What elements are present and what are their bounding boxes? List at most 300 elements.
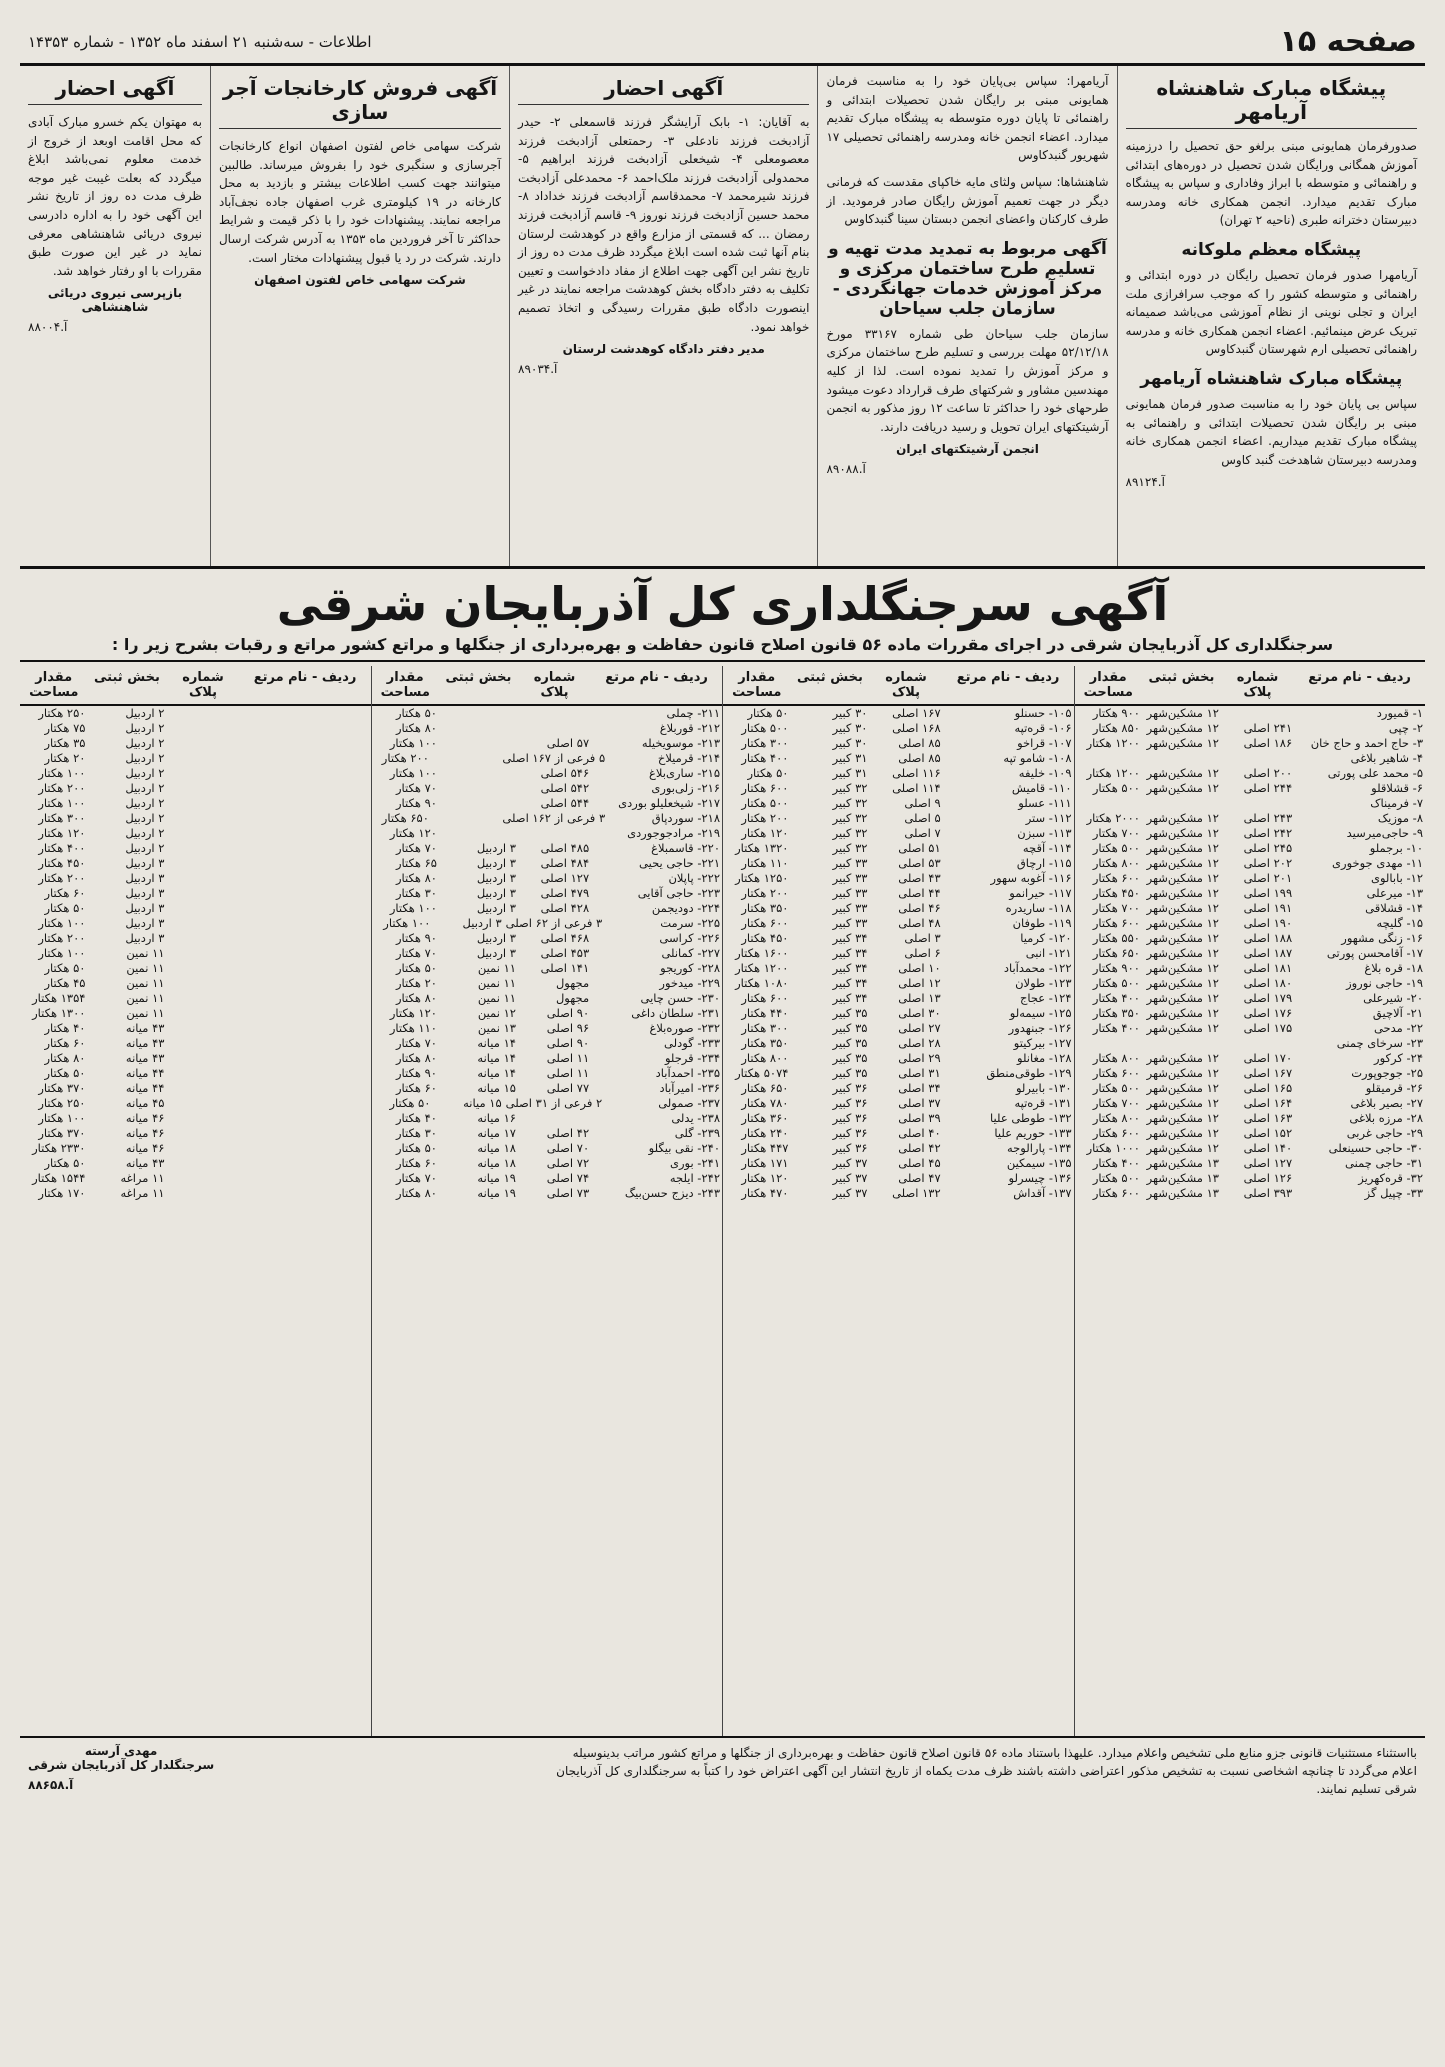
table-cell: ۱۵۴۴ هکتار	[32, 1171, 86, 1185]
table-cell: ۱۲ مشکین‌شهر	[1146, 886, 1219, 900]
table-row	[372, 1081, 723, 1096]
table-cell: ۳ اردبیل	[476, 871, 516, 885]
table-row	[20, 796, 371, 811]
table-cell	[166, 751, 239, 766]
table-cell: ۱۰۰۰ هکتار	[1086, 1141, 1140, 1155]
table-cell: ۳۴ کبیر	[832, 931, 868, 945]
table-row	[723, 1171, 1074, 1186]
table-row	[723, 961, 1074, 976]
table-row	[723, 1141, 1074, 1156]
table-cell: ۳۳ کبیر	[832, 916, 868, 930]
table-cell: ۵۰۰ هکتار	[1092, 976, 1140, 990]
table-cell: ۱۲۳- طولان	[1015, 976, 1072, 990]
table-cell: ۱۲ نمین	[477, 1006, 516, 1020]
table-cell: ۶ اصلی	[904, 946, 941, 960]
table-row	[372, 721, 723, 736]
table-cell: ۳۶ کبیر	[832, 1111, 868, 1125]
table-row	[372, 991, 723, 1006]
table-cell	[166, 946, 239, 961]
table-row	[20, 1066, 371, 1081]
table-cell: ۵ اصلی	[904, 811, 941, 825]
table-row	[372, 751, 723, 766]
table-cell	[166, 931, 239, 946]
table-cell: ۲۸ اصلی	[898, 1036, 941, 1050]
table-cell: ۵۰ هکتار	[747, 706, 789, 720]
table-cell: ۱۷۹ اصلی	[1243, 991, 1293, 1005]
table-row	[20, 991, 371, 1006]
table-cell: ۶۵ هکتار	[395, 856, 437, 870]
table-cell: ۱۲۰ هکتار	[389, 1006, 437, 1020]
table-cell: ۱۱ نمین	[477, 961, 516, 975]
table-cell: ۴۵ میانه	[125, 1096, 165, 1110]
table-cell: ۶- قشلاقلو	[1371, 781, 1423, 795]
table-cell: ۱۲۴- عجاج	[1019, 991, 1072, 1005]
table-cell: مجهول	[555, 991, 590, 1005]
table-cell: ۲۸- مرزه بلاغی	[1349, 1111, 1423, 1125]
table-cell	[166, 871, 239, 886]
table-cell: ۲ اردبیل	[125, 811, 165, 825]
table-row	[1075, 1051, 1426, 1066]
table-header	[1075, 666, 1426, 706]
table-cell: ۱۸۱ اصلی	[1243, 961, 1293, 975]
table-cell: ۴۳ اصلی	[898, 871, 941, 885]
table-row	[20, 1051, 371, 1066]
table-row	[1075, 946, 1426, 961]
table-row	[372, 1006, 723, 1021]
table-cell: ۱۹۰ اصلی	[1243, 916, 1293, 930]
table-cell	[166, 826, 239, 841]
table-cell: ۵۰ هکتار	[44, 1156, 86, 1170]
table-row	[1075, 1066, 1426, 1081]
table-row	[20, 1036, 371, 1051]
table-row	[723, 1006, 1074, 1021]
table-row	[1075, 976, 1426, 991]
table-cell: ۳ اردبیل	[125, 886, 165, 900]
table-cell: ۲۹ اصلی	[898, 1051, 941, 1065]
table-row	[20, 976, 371, 991]
table-cell: ۷۰۰ هکتار	[1092, 826, 1140, 840]
table-cell: ۱۳ مشکین‌شهر	[1146, 1171, 1219, 1185]
table-cell	[240, 1066, 371, 1081]
table-cell: ۶۰ هکتار	[44, 1036, 86, 1050]
table-cell: ۲۲۱- حاجی یحیی	[639, 856, 720, 870]
table-row	[20, 1126, 371, 1141]
table-cell: ۴۳ میانه	[125, 1156, 165, 1170]
table-row	[372, 706, 723, 721]
table-cell: ۲۱۱- چملی	[666, 706, 720, 720]
table-cell: ۴۴ میانه	[125, 1081, 165, 1095]
table-row	[20, 1021, 371, 1036]
table-cell: ۳۰ هکتار	[395, 1126, 437, 1140]
table-cell: ۸۰ هکتار	[395, 1051, 437, 1065]
table-cell: ۱۴ میانه	[477, 1036, 516, 1050]
table-rows	[372, 706, 723, 1736]
table-cell: ۵۰۰ هکتار	[1092, 1171, 1140, 1185]
table-cell: ۱۲ مشکین‌شهر	[1146, 946, 1219, 960]
table-cell: ۲ فرعی از ۳۱ اصلی	[505, 1096, 603, 1110]
table-cell: ۵۰ هکتار	[747, 766, 789, 780]
table-cell: ۶۰۰ هکتار	[1092, 1186, 1140, 1200]
table-cell: ۱۲۷- بیرکیتو	[1013, 1036, 1072, 1050]
table-cell: ۲۲۶- کراسی	[659, 931, 720, 945]
table-cell: ۱۱ نمین	[126, 976, 165, 990]
notice-title: آگهی احضار	[518, 76, 809, 105]
table-cell: ۱۴۱ اصلی	[540, 961, 590, 975]
table-cell: ۱۰۰ هکتار	[389, 736, 437, 750]
table-cell: ۱۵۲ اصلی	[1243, 1126, 1293, 1140]
table-cell: ۱۶۷ اصلی	[1243, 1066, 1293, 1080]
table-cell	[240, 1051, 371, 1066]
table-cell	[240, 736, 371, 751]
table-row	[723, 826, 1074, 841]
table-cell: ۲۰۰ هکتار	[38, 781, 86, 795]
table-cell: ۲۷- بصیر بلاغی	[1350, 1096, 1423, 1110]
table-header	[723, 666, 1074, 706]
table-rows	[1075, 706, 1426, 1736]
table-cell: ۲۱۶- زلی‌بوری	[651, 781, 720, 795]
table-cell: ۳۲- قره‌کهریز	[1358, 1171, 1423, 1185]
table-cell: ۴۰ اصلی	[898, 1126, 941, 1140]
table-cell: ۱۲ مشکین‌شهر	[1146, 811, 1219, 825]
table-cell: ۳۱ کبیر	[832, 751, 868, 765]
table-cell: ۱۳۲ اصلی	[892, 1186, 941, 1200]
table-cell: ۱۳ نمین	[477, 1021, 516, 1035]
table-cell	[1221, 1036, 1294, 1051]
table-cell: ۳ اردبیل	[125, 901, 165, 915]
table-cell: ۱۳- میرعلی	[1366, 886, 1423, 900]
table-cell: ۲۰- شیرعلی	[1363, 991, 1423, 1005]
table-cell	[439, 766, 518, 781]
table-cell: ۱۳۶- چیسرلو	[1008, 1171, 1072, 1185]
column-header: شماره پلاک	[533, 670, 576, 700]
column-header: ردیف - نام مرتع	[253, 670, 357, 685]
table-row	[723, 811, 1074, 826]
table-cell	[240, 811, 371, 826]
column-header: بخش ثبتی	[94, 670, 160, 685]
table-cell	[166, 796, 239, 811]
table-row	[20, 826, 371, 841]
table-cell: ۱۳۱- قره‌تپه	[1014, 1096, 1072, 1110]
table-cell: ۳۴ کبیر	[832, 946, 868, 960]
table-cell: ۳۶ کبیر	[832, 1141, 868, 1155]
column-header: مقدار مساحت	[732, 670, 782, 700]
table-cell: ۳ اردبیل	[476, 841, 516, 855]
table-cell: ۳۴ اصلی	[898, 1081, 941, 1095]
table-cell	[166, 1066, 239, 1081]
table-cell: ۹- حاجی‌میرسید	[1346, 826, 1423, 840]
table-cell: ۳۶ کبیر	[832, 1126, 868, 1140]
table-cell: ۳۰ کبیر	[832, 706, 868, 720]
table-cell: ۱۰۶- قره‌تپه	[1014, 721, 1072, 735]
table-cell: ۳۱ کبیر	[832, 766, 868, 780]
table-cell: ۷۴ اصلی	[546, 1171, 590, 1185]
table-cell: ۶۵۰ هکتار	[741, 1081, 789, 1095]
table-cell: ۷۰ هکتار	[395, 841, 437, 855]
table-cell: ۱۹۹ اصلی	[1243, 886, 1293, 900]
table-cell	[240, 886, 371, 901]
table-cell: ۱۲ مشکین‌شهر	[1146, 1141, 1219, 1155]
table-cell: ۵۰۰ هکتار	[741, 796, 789, 810]
table-cell: ۵۳ اصلی	[898, 856, 941, 870]
table-cell: ۳۱- حاجی چمنی	[1345, 1156, 1423, 1170]
table-row	[1075, 1081, 1426, 1096]
table-cell: ۳۰۰ هکتار	[38, 811, 86, 825]
table-cell	[240, 721, 371, 736]
table-cell: ۳ اردبیل	[125, 871, 165, 885]
column-header: مقدار مساحت	[380, 670, 430, 700]
table-row	[723, 1111, 1074, 1126]
table-cell: ۷۳ اصلی	[546, 1186, 590, 1200]
table-row	[372, 871, 723, 886]
table-cell: ۳۹۳ اصلی	[1243, 1186, 1293, 1200]
table-row	[1075, 706, 1426, 721]
column-header: مقدار مساحت	[1083, 670, 1133, 700]
table-cell: ۱۱۶ اصلی	[892, 766, 941, 780]
table-cell: ۲۱۹- مرادجوجوردی	[627, 826, 720, 840]
table-cell: ۴۴۷ هکتار	[741, 1141, 789, 1155]
table-cell: ۱۲ مشکین‌شهر	[1146, 826, 1219, 840]
table-cell: ۲۱۸- سوردپاق	[651, 811, 720, 825]
table-cell: ۲۳۳۰ هکتار	[32, 1141, 86, 1155]
table-row	[20, 781, 371, 796]
table-cell: ۲۰۱ اصلی	[1243, 871, 1293, 885]
table-cell: ۲ اردبیل	[125, 796, 165, 810]
table-cell: ۵۰ هکتار	[44, 901, 86, 915]
table-cell	[518, 826, 591, 841]
table-cell: ۱۸۰ اصلی	[1243, 976, 1293, 990]
table-row	[372, 1111, 723, 1126]
table-cell: ۱۳۵۴ هکتار	[32, 991, 86, 1005]
table-cell: ۴۸ اصلی	[898, 916, 941, 930]
table-cell: ۱۱۵- ارچاق	[1016, 856, 1072, 870]
table-row	[1075, 1111, 1426, 1126]
table-cell	[240, 991, 371, 1006]
table-row	[372, 766, 723, 781]
table-cell: ۱۲۷ اصلی	[1243, 1156, 1293, 1170]
table-row	[20, 1186, 371, 1201]
table-cell: ۱۲ مشکین‌شهر	[1146, 1021, 1219, 1035]
table-cell: ۸- موزیک	[1377, 811, 1423, 825]
table-cell: ۲۳۵- احمدآباد	[655, 1066, 720, 1080]
table-cell: ۱۱۲- ستر	[1025, 811, 1072, 825]
table-cell: ۲۳۸- یدلی	[671, 1111, 720, 1125]
table-cell: ۴۵۰ هکتار	[741, 931, 789, 945]
table-header	[372, 666, 723, 706]
table-cell: ۲۰ هکتار	[44, 751, 86, 765]
table-cell: ۱۰۰ هکتار	[38, 946, 86, 960]
table-rows	[723, 706, 1074, 1736]
table-cell: ۳ اردبیل	[125, 916, 165, 930]
table-cell	[439, 706, 518, 721]
table-cell	[166, 766, 239, 781]
table-row	[723, 931, 1074, 946]
table-cell: ۱۳۲۰ هکتار	[735, 841, 789, 855]
table-cell: ۱۹ میانه	[477, 1186, 516, 1200]
table-cell	[431, 751, 501, 766]
table-cell: ۱۰۸- شامو تپه	[1003, 751, 1072, 765]
notice-column-4	[210, 66, 509, 566]
table-row	[1075, 1096, 1426, 1111]
table-cell: ۱۰۵- حسنلو	[1014, 706, 1072, 720]
table-cell	[166, 886, 239, 901]
table-cell: ۶۰۰ هکتار	[1092, 1126, 1140, 1140]
signer-name: مهدی آرسته	[84, 1744, 158, 1758]
table-cell: ۲۳- سرخای چمنی	[1336, 1036, 1423, 1050]
table-cell: ۱۵ میانه	[463, 1096, 502, 1110]
table-cell: ۳ اردبیل	[476, 946, 516, 960]
table-cell: ۲ اردبیل	[125, 826, 165, 840]
table-cell: ۱۲۰ هکتار	[741, 826, 789, 840]
table-row	[372, 781, 723, 796]
table-cell: ۶۰ هکتار	[395, 1081, 437, 1095]
pasture-table	[20, 666, 1425, 1736]
table-row	[1075, 1006, 1426, 1021]
table-row	[20, 871, 371, 886]
table-cell: ۱۶۴ اصلی	[1243, 1096, 1293, 1110]
column-header: ردیف - نام مرتع	[1308, 670, 1411, 685]
newspaper-page	[20, 20, 1425, 2027]
table-cell: ۲۴۰- نقی بیگلو	[648, 1141, 720, 1155]
table-cell: ۳۷ کبیر	[832, 1171, 868, 1185]
table-cell: ۳۵ هکتار	[44, 736, 86, 750]
table-cell: ۱۲ مشکین‌شهر	[1146, 961, 1219, 975]
table-cell: ۱۰۰ هکتار	[38, 916, 86, 930]
table-cell	[240, 1006, 371, 1021]
table-cell: ۱۸ میانه	[477, 1156, 516, 1170]
table-row	[723, 751, 1074, 766]
table-cell	[166, 901, 239, 916]
table-cell: ۸۰۰ هکتار	[1092, 1051, 1140, 1065]
table-cell: ۳۷ کبیر	[832, 1186, 868, 1200]
table-cell: ۴۵ اصلی	[898, 1156, 941, 1170]
table-cell: ۱۲ مشکین‌شهر	[1146, 1096, 1219, 1110]
table-cell: ۵۰ هکتار	[44, 961, 86, 975]
table-cell: ۶۰۰ هکتار	[741, 991, 789, 1005]
table-cell	[240, 751, 371, 766]
table-cell: ۱۷۶ اصلی	[1243, 1006, 1293, 1020]
table-row	[20, 721, 371, 736]
table-cell: ۴۳ میانه	[125, 1051, 165, 1065]
table-row	[20, 961, 371, 976]
table-row	[1075, 811, 1426, 826]
table-cell: ۲۰۰ هکتار	[38, 871, 86, 885]
table-cell: ۵۰ هکتار	[44, 1066, 86, 1080]
table-row	[20, 766, 371, 781]
table-row	[723, 1066, 1074, 1081]
table-row	[723, 1036, 1074, 1051]
table-cell	[240, 946, 371, 961]
forest-notice-subtitle: سرجنگلداری کل آذربایجان شرقی در اجرای مقررات ماده ۵۶ قانون اصلاح قانون حفاظت و بهره‌برداری از جنگلها و مراتع کشور مراتع و رقبات بشرح زیر را :	[20, 635, 1425, 662]
table-cell: ۴۴ اصلی	[898, 886, 941, 900]
table-cell: ۴۷۰ هکتار	[741, 1186, 789, 1200]
table-cell: ۵۰ هکتار	[395, 961, 437, 975]
notice-column-5	[20, 66, 210, 566]
table-row	[372, 796, 723, 811]
table-cell	[166, 1006, 239, 1021]
table-cell: ۷۰ هکتار	[395, 1036, 437, 1050]
table-cell: ۶۵۰ هکتار	[1092, 946, 1140, 960]
table-cell: ۱۱ اصلی	[546, 1051, 590, 1065]
table-cell: ۱۸- قره بلاغ	[1364, 961, 1423, 975]
table-cell: ۱۸۷ اصلی	[1243, 946, 1293, 960]
column-header: بخش ثبتی	[1148, 670, 1215, 685]
column-header: بخش ثبتی	[445, 670, 512, 685]
table-row	[372, 901, 723, 916]
table-cell: ۱۸ میانه	[477, 1141, 516, 1155]
table-cell: ۵۴۲ اصلی	[540, 781, 590, 795]
table-cell: ۵۰۰ هکتار	[1092, 1081, 1140, 1095]
table-cell: ۷۰ هکتار	[395, 946, 437, 960]
notice-column-2	[817, 66, 1116, 566]
table-cell: ۱۵ میانه	[477, 1081, 516, 1095]
table-cell: ۳۲ کبیر	[832, 781, 868, 795]
notice-title: آگهی فروش کارخانجات آجر سازی	[219, 76, 501, 129]
table-cell: ۲۰۰۰ هکتار	[1086, 811, 1140, 825]
table-row	[723, 886, 1074, 901]
table-cell: ۳ اردبیل	[462, 916, 502, 930]
table-cell: ۷۸۰ هکتار	[741, 1096, 789, 1110]
table-cell	[439, 736, 518, 751]
table-row	[1075, 751, 1426, 766]
table-cell: ۴۲ اصلی	[546, 1126, 590, 1140]
table-cell: ۱۳۰- بابیرلو	[1015, 1081, 1072, 1095]
table-cell: ۱۲ مشکین‌شهر	[1146, 931, 1219, 945]
table-cell: ۴۶۸ اصلی	[540, 931, 590, 945]
table-cell: ۳۶۰ هکتار	[741, 1111, 789, 1125]
table-cell	[518, 1111, 591, 1126]
table-cell	[240, 766, 371, 781]
table-cell: ۴۵۳ اصلی	[540, 946, 590, 960]
table-cell: ۲۱۳- موسویخیله	[641, 736, 720, 750]
table-row	[372, 1141, 723, 1156]
column-header: مقدار مساحت	[29, 670, 79, 700]
table-row	[1075, 931, 1426, 946]
table-cell: ۵۰۷۴ هکتار	[735, 1066, 789, 1080]
table-cell: ۳۰۰ هکتار	[741, 1021, 789, 1035]
table-cell: ۱۱۳- سبزن	[1017, 826, 1072, 840]
table-cell: ۲۴۳- دیزج حسن‌بیگ	[624, 1186, 720, 1200]
table-cell	[1142, 751, 1221, 766]
table-cell: ۱۹۱ اصلی	[1243, 901, 1293, 915]
table-cell: ۲۳۷- صمولی	[658, 1096, 720, 1110]
table-cell: ۱۹- حاجی نوروز	[1346, 976, 1423, 990]
table-cell	[166, 916, 239, 931]
table-cell	[431, 811, 501, 826]
column-header: شماره پلاک	[1236, 670, 1279, 700]
table-cell: ۱۷۱ هکتار	[741, 1156, 789, 1170]
table-row	[372, 916, 723, 931]
table-row	[372, 1036, 723, 1051]
table-cell: ۸۵ اصلی	[898, 751, 941, 765]
table-cell: ۱۳ مشکین‌شهر	[1146, 1186, 1219, 1200]
table-cell: ۱۳۳- حوریم علیا	[994, 1126, 1072, 1140]
table-cell: ۳ فرعی از ۱۶۲ اصلی	[502, 811, 606, 825]
table-cell: ۷۰ هکتار	[395, 1171, 437, 1185]
table-cell: ۵۴۶ اصلی	[540, 766, 590, 780]
table-row	[372, 1156, 723, 1171]
table-row	[20, 901, 371, 916]
table-cell	[1142, 1036, 1221, 1051]
table-cell: ۴۰۰ هکتار	[38, 841, 86, 855]
table-cell: ۲۲۹- میدخور	[659, 976, 720, 990]
table-row	[1075, 1186, 1426, 1201]
table-cell	[240, 1021, 371, 1036]
top-notices	[20, 66, 1425, 569]
table-cell: ۱۰۰ هکتار	[38, 1111, 86, 1125]
table-cell: ۱۲ اصلی	[898, 976, 941, 990]
notice-body: به مهتوان یکم خسرو مبارک آبادی که محل اقامت اوبعد از خروج از خدمت معلوم نمی‌باشد ابلاغ میگردد که بعلت غیبت غیر موجه ظرف مدت ده روز از تاریخ نشر این آگهی خود را به اداره دادرسی نیروی دریائی شاهنشاهی معرفی نماید در غیر این صورت طبق مقررات با او رفتار خواهد شد.	[28, 115, 202, 278]
table-cell: ۳۵ کبیر	[832, 1051, 868, 1065]
